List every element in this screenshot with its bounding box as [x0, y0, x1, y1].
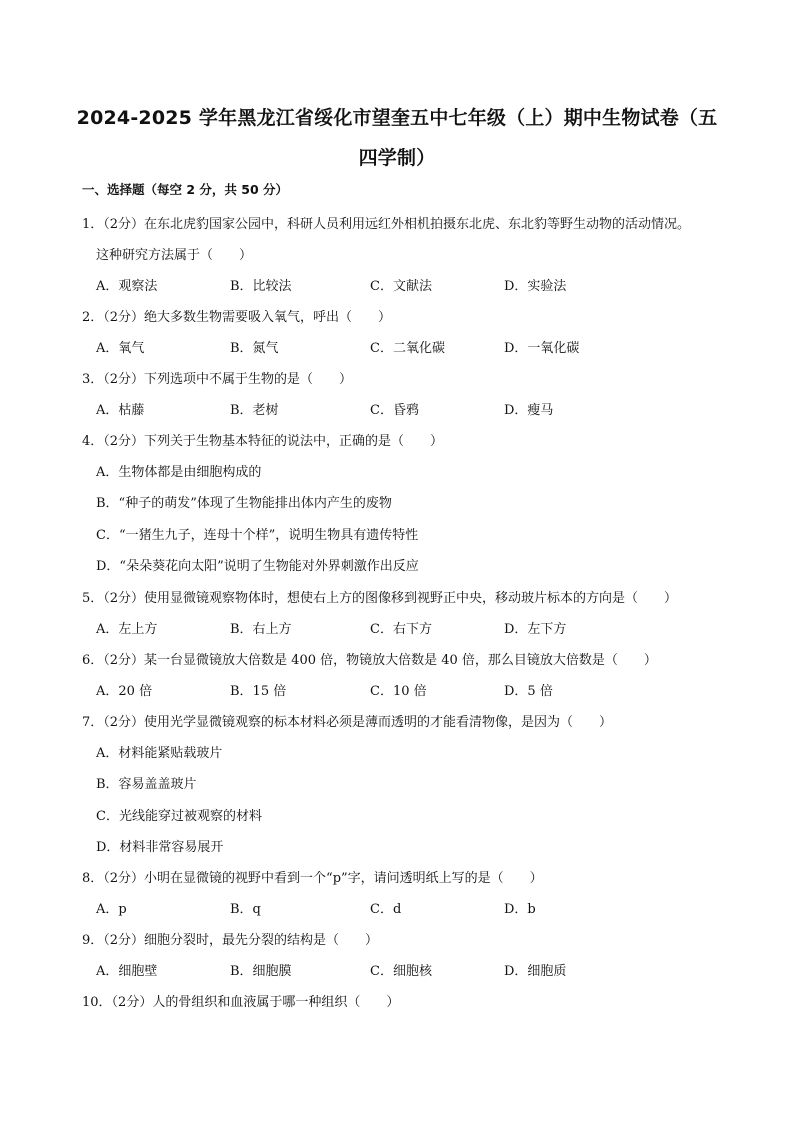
option-c[interactable]: C．右下方	[370, 622, 432, 637]
question-3-text: 3．（2分）下列选项中不属于生物的是（ ）	[82, 372, 353, 387]
question-7-option-a[interactable]: A．材料能紧贴载玻片	[96, 746, 223, 761]
question-1-text-cont: 这种研究方法属于（ ）	[96, 248, 253, 263]
option-a[interactable]: A．枯藤	[96, 403, 145, 418]
option-d[interactable]: D．一氧化碳	[504, 341, 580, 356]
question-7-text: 7．（2分）使用光学显微镜观察的标本材料必须是薄而透明的才能看清物像，是因为（ ）	[82, 715, 613, 730]
question-4-option-c[interactable]: C．“一猪生九子，连母十个样”，说明生物具有遗传特性	[96, 528, 419, 543]
option-a[interactable]: A．观察法	[96, 279, 158, 294]
option-b[interactable]: B．老树	[230, 403, 279, 418]
option-a[interactable]: A．20 倍	[96, 684, 153, 699]
option-c[interactable]: C．文献法	[370, 279, 432, 294]
question-7-option-d[interactable]: D．材料非常容易展开	[96, 840, 224, 855]
option-c[interactable]: C．昏鸦	[370, 403, 419, 418]
option-d[interactable]: D．5 倍	[504, 684, 553, 699]
option-b[interactable]: B．15 倍	[230, 684, 287, 699]
option-a[interactable]: A．细胞壁	[96, 964, 158, 979]
option-d[interactable]: D．瘦马	[504, 403, 554, 418]
option-c[interactable]: C．二氧化碳	[370, 341, 445, 356]
section-heading: 一、选择题（每空 2 分，共 50 分）	[82, 182, 289, 197]
option-d[interactable]: D．b	[504, 902, 536, 917]
question-7-option-b[interactable]: B．容易盖盖玻片	[96, 777, 197, 792]
question-8-text: 8．（2分）小明在显微镜的视野中看到一个“p”字，请问透明纸上写的是（ ）	[82, 871, 543, 886]
option-d[interactable]: D．实验法	[504, 279, 567, 294]
option-a[interactable]: A．左上方	[96, 622, 158, 637]
question-6-text: 6．（2分）某一台显微镜放大倍数是 400 倍，物镜放大倍数是 40 倍，那么目镜放大倍数是（ ）	[82, 653, 657, 668]
option-a[interactable]: A．氧气	[96, 341, 145, 356]
question-9-text: 9．（2分）细胞分裂时，最先分裂的结构是（ ）	[82, 933, 379, 948]
exam-title-line-1: 2024-2025 学年黑龙江省绥化市望奎五中七年级（上）期中生物试卷（五	[76, 107, 718, 129]
question-4-option-b[interactable]: B．“种子的萌发”体现了生物能排出体内产生的废物	[96, 496, 392, 511]
option-b[interactable]: B．右上方	[230, 622, 292, 637]
option-b[interactable]: B．氮气	[230, 341, 279, 356]
option-c[interactable]: C．d	[370, 902, 402, 917]
option-b[interactable]: B．q	[230, 902, 261, 917]
question-4-text: 4．（2分）下列关于生物基本特征的说法中，正确的是（ ）	[82, 434, 444, 449]
question-2-text: 2．（2分）绝大多数生物需要吸入氧气，呼出（ ）	[82, 310, 392, 325]
question-1-text: 1．（2分）在东北虎豹国家公园中，科研人员利用远红外相机拍摄东北虎、东北豹等野生动物的活动情况。	[82, 217, 691, 232]
question-4-option-a[interactable]: A．生物体都是由细胞构成的	[96, 465, 262, 480]
question-5-text: 5．（2分）使用显微镜观察物体时，想使右上方的图像移到视野正中央，移动玻片标本的方向是（ ）	[82, 591, 678, 606]
option-b[interactable]: B．比较法	[230, 279, 292, 294]
option-c[interactable]: C．10 倍	[370, 684, 427, 699]
option-d[interactable]: D．细胞质	[504, 964, 567, 979]
option-d[interactable]: D．左下方	[504, 622, 567, 637]
option-c[interactable]: C．细胞核	[370, 964, 432, 979]
option-b[interactable]: B．细胞膜	[230, 964, 292, 979]
option-a[interactable]: A．p	[96, 902, 127, 917]
exam-title-line-2: 四学制）	[358, 147, 436, 169]
question-7-option-c[interactable]: C．光线能穿过被观察的材料	[96, 809, 262, 824]
question-10-text: 10．（2分）人的骨组织和血液属于哪一种组织（ ）	[82, 995, 400, 1010]
question-4-option-d[interactable]: D．“朵朵葵花向太阳”说明了生物能对外界刺激作出反应	[96, 559, 419, 574]
